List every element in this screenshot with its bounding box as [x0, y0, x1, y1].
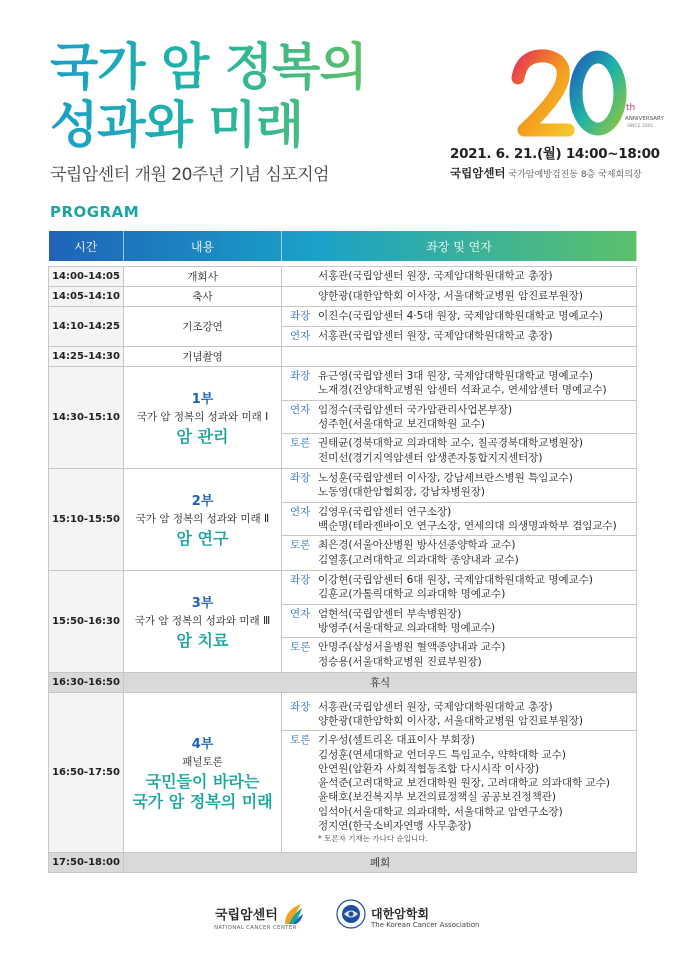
table-row — [49, 286, 637, 306]
panel-note: * 토론자 기재는 가나다 순입니다. — [318, 834, 428, 844]
table-row — [49, 346, 637, 366]
table-header — [49, 231, 637, 261]
session-name: 암 연구 — [176, 528, 229, 548]
session-topic — [124, 570, 282, 672]
logo-anniversary: ANNIVERSARY — [625, 116, 664, 122]
panelist: 전미선(경기지역암센터 암생존자통합지지센터장) — [318, 451, 543, 464]
ncc-logo-en: NATIONAL CANCER CENTER — [214, 925, 297, 931]
session-name: 암 치료 — [176, 630, 229, 650]
event-venue — [450, 165, 642, 181]
kca-logo-en: The Korean Cancer Association — [371, 921, 480, 929]
logo-since: SINCE 2001 — [627, 124, 654, 129]
role-label: 토론 — [290, 641, 311, 654]
speaker: 방영주(서울대학교 의과대학 명예교수) — [318, 622, 496, 634]
session-part: 4부 — [191, 736, 214, 752]
row-time: 15:10-15:50 — [49, 468, 124, 570]
row-topic: 기조강연 — [124, 306, 282, 346]
program-table — [48, 231, 637, 873]
row-topic: 폐회 — [124, 852, 637, 872]
row-topic: 휴식 — [124, 672, 637, 692]
panelist: 김열홍(고려대학교 의과대학 종양내과 교수) — [318, 553, 519, 566]
session-part: 3부 — [191, 595, 214, 611]
row-speakers — [282, 306, 637, 346]
session-theme: 국가 암 정복의 성과와 미래 Ⅰ — [136, 410, 269, 423]
row-speakers — [282, 286, 637, 306]
kca-logo-text: 대한암학회 — [371, 907, 429, 921]
table-row-closing — [49, 852, 637, 872]
ncc-logo-icon — [283, 902, 303, 926]
logo-th: th — [626, 103, 636, 113]
panelist: 임석아(서울대학교 의과대학, 서울대학교 암연구소장) — [318, 805, 563, 818]
role-label: 좌장 — [290, 472, 311, 485]
role-label: 연자 — [290, 403, 311, 416]
chair: 서홍관(국립암센터 원장, 국제암대학원대학교 총장) — [318, 700, 553, 713]
panelist: 권태균(경북대학교 의과대학 교수, 칠곡경북대학교병원장) — [318, 437, 583, 450]
table-row-session-2 — [49, 468, 637, 570]
session-topic — [124, 468, 282, 570]
row-time: 17:50-18:00 — [49, 852, 124, 872]
panelist: 윤태호(보건복지부 보건의료정책실 공공보건정책관) — [318, 791, 557, 804]
speaker: 서홍관(국립암센터 원장, 국제암대학원대학교 총장) — [318, 269, 553, 282]
row-time: 14:05-14:10 — [49, 286, 124, 306]
row-time: 16:30-16:50 — [49, 672, 124, 692]
chair: 노재경(건양대학교병원 암센터 석좌교수, 연세암센터 명예교수) — [318, 384, 607, 397]
speaker: 양한광(대한암학회 이사장, 서울대학교병원 암진료부원장) — [318, 289, 583, 302]
speaker: 성주헌(서울대학교 보건대학원 교수) — [318, 418, 486, 430]
row-time: 14:25-14:30 — [49, 346, 124, 366]
role-label: 토론 — [290, 539, 311, 552]
row-topic: 개회사 — [124, 266, 282, 286]
session-name: 국가 암 정복의 미래 — [132, 791, 273, 811]
row-speakers — [282, 366, 637, 468]
session-part: 1부 — [191, 391, 214, 407]
table-row-break — [49, 672, 637, 692]
row-time: 14:00-14:05 — [49, 266, 124, 286]
row-time: 14:30-15:10 — [49, 366, 124, 468]
row-time: 16:50-17:50 — [49, 692, 124, 852]
table-row — [49, 266, 637, 286]
session-topic — [124, 366, 282, 468]
kca-logo-emblem — [336, 899, 366, 929]
header-content: 내용 — [124, 231, 282, 261]
panelist: 정승용(서울대학교병원 진료부원장) — [318, 655, 482, 668]
chair: 노동영(대한암협회장, 강남차병원장) — [318, 486, 486, 499]
speaker: 김영우(국립암센터 연구소장) — [318, 505, 452, 518]
panelist: 정지연(한국소비자연맹 사무총장) — [318, 820, 472, 833]
role-label: 좌장 — [290, 370, 311, 383]
ncc-logo-text: 국립암센터 — [215, 908, 278, 923]
row-time: 15:50-16:30 — [49, 570, 124, 672]
venue-org: 국립암센터 — [450, 166, 506, 180]
title-line-1: 국가 암 정복의 — [50, 38, 367, 96]
speaker: 엄현석(국립암센터 부속병원장) — [318, 607, 462, 620]
panelist: 안연원(암환자 사회적협동조합 다시시작 이사장) — [318, 762, 540, 775]
chair: 이강현(국립암센터 6대 원장, 국제암대학원대학교 명예교수) — [318, 574, 593, 587]
venue-place: 국가암예방검진동 8층 국제회의장 — [508, 170, 642, 180]
panelist: 기우성(셀트리온 대표이사 부회장) — [318, 734, 475, 747]
chair: 김훈교(가톨릭대학교 의과대학 명예교수) — [318, 588, 506, 601]
role-label: 연자 — [290, 505, 311, 518]
role-label: 좌장 — [290, 700, 311, 713]
row-speakers — [282, 266, 637, 286]
panelist: 윤석준(고려대학교 보건대학원 원장, 고려대학교 의과대학 교수) — [318, 777, 610, 790]
role-label: 좌장 — [290, 574, 311, 587]
session-theme: 패널토론 — [182, 755, 223, 768]
table-row-session-4 — [49, 692, 637, 852]
row-speakers — [282, 468, 637, 570]
panelist: 최은경(서울아산병원 방사선종양학과 교수) — [318, 539, 516, 552]
header-time: 시간 — [49, 231, 124, 261]
row-speakers — [282, 692, 637, 852]
session-theme: 국가 암 정복의 성과와 미래 Ⅱ — [135, 512, 270, 525]
role-label: 토론 — [290, 734, 311, 747]
chair: 양한광(대한암학회 이사장, 서울대학교병원 암진료부원장) — [318, 714, 583, 727]
speaker: 임정수(국립암센터 국가암관리사업본부장) — [318, 403, 513, 416]
panelist: 김성훈(연세대학교 언더우드 특임교수, 약학대학 교수) — [318, 748, 567, 761]
session-name: 암 관리 — [176, 426, 229, 446]
row-topic: 기념촬영 — [124, 346, 282, 366]
speaker: 서홍관(국립암센터 원장, 국제암대학원대학교 총장) — [318, 329, 553, 342]
session-part: 2부 — [191, 493, 214, 509]
header-speakers: 좌장 및 연자 — [282, 231, 637, 261]
role-label: 좌장 — [290, 310, 311, 323]
main-title — [50, 38, 367, 154]
title-line-2: 성과와 미래 — [50, 96, 303, 154]
session-topic — [124, 692, 282, 852]
row-speakers — [282, 570, 637, 672]
row-topic: 축사 — [124, 286, 282, 306]
program-label: PROGRAM — [50, 203, 140, 221]
event-date: 2021. 6. 21.(월) 14:00~18:00 — [450, 146, 660, 162]
chair: 노성훈(국립암센터 이사장, 강남세브란스병원 특임교수) — [318, 472, 573, 485]
chair: 유근영(국립암센터 3대 원장, 국제암대학원대학교 명예교수) — [318, 370, 593, 383]
session-theme: 국가 암 정복의 성과와 미래 Ⅲ — [134, 614, 271, 627]
role-label: 토론 — [290, 437, 311, 450]
speaker: 백순명(테라젠바이오 연구소장, 연세의대 의생명과학부 겸임교수) — [318, 520, 617, 532]
table-row — [49, 306, 637, 346]
role-label: 연자 — [290, 607, 311, 620]
anniversary-20-logo — [512, 48, 664, 138]
table-row-session-3 — [49, 570, 637, 672]
subtitle: 국립암센터 개원 20주년 기념 심포지엄 — [50, 165, 330, 185]
panelist: 안명주(삼성서울병원 혈액종양내과 교수) — [318, 641, 506, 654]
session-name: 국민들이 바라는 — [145, 771, 260, 791]
row-time: 14:10-14:25 — [49, 306, 124, 346]
table-row-session-1 — [49, 366, 637, 468]
row-speakers — [282, 346, 637, 366]
role-label: 연자 — [290, 329, 311, 342]
chair: 이진수(국립암센터 4·5대 원장, 국제암대학원대학교 명예교수) — [318, 310, 604, 323]
